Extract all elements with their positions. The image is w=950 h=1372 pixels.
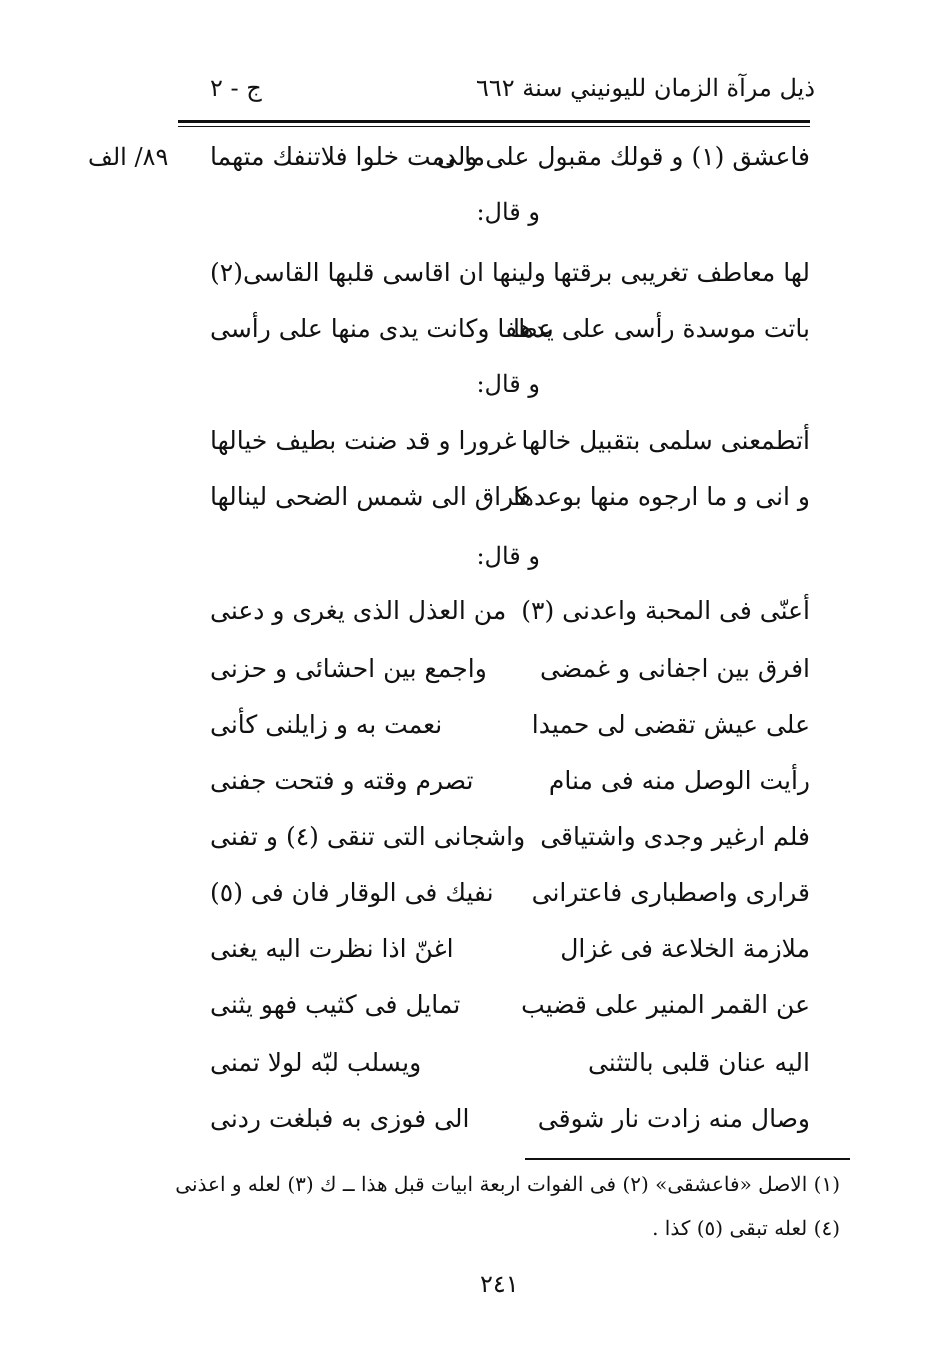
hemistich-first: باتت موسدة رأسى على يدها (512, 314, 810, 343)
hemistich-second: كراق الى شمس الضحى لينالها (210, 482, 527, 511)
verse-line (210, 1048, 810, 1098)
verse-line (210, 258, 810, 308)
hemistich-second: واشجانى التى تنقى (٤) و تفنى (210, 822, 526, 851)
hemistich-first: ملازمة الخلاعة فى غزال (560, 934, 810, 963)
hemistich-second: الى فوزى به فبلغت ردنى (210, 1104, 470, 1133)
volume-number: ج - ٢ (210, 74, 262, 102)
verse-intro: و قال: (476, 370, 540, 398)
page-number: ٢٤١ (480, 1270, 519, 1298)
verse-line (210, 990, 810, 1040)
hemistich-second: عطفا وكانت يدى منها على رأسى (210, 314, 554, 343)
hemistich-first: فلم ارغير وجدى واشتياقى (540, 822, 810, 851)
footnote-line: (١) الاصل «فاعشقى» (٢) فى الفوات اربعة ابيات قبل هذا ــ ك (٣) لعله و اعذنى (175, 1172, 840, 1196)
verse-line (210, 766, 810, 816)
hemistich-second: واجمع بين احشائى و حزنى (210, 654, 487, 683)
hemistich-first: أتطمعنى سلمى بتقبيل خالها (521, 426, 810, 455)
verse-line (210, 1104, 810, 1154)
hemistich-first: فاعشق (١) و قولك مقبول على ولى (436, 142, 810, 171)
hemistich-second: تمايل فى كثيب فهو يثنى (210, 990, 461, 1019)
header-rule-thin (178, 126, 810, 127)
hemistich-second: غرورا و قد ضنت بطيف خيالها (210, 426, 517, 455)
verse-line (210, 482, 810, 532)
verse-line (210, 710, 810, 760)
hemistich-second: ويسلب لبّه لولا تمنى (210, 1048, 422, 1077)
hemistich-first: عن القمر المنير على قضيب (521, 990, 810, 1019)
verse-intro: و قال: (476, 542, 540, 570)
hemistich-first: افرق بين اجفانى و غمضى (540, 654, 810, 683)
hemistich-first: اليه عنان قلبى بالتثنى (587, 1048, 810, 1077)
hemistich-second: اغنّ اذا نظرت اليه يغنى (210, 934, 454, 963)
hemistich-first: قرارى واصطبارى فاعترانى (531, 878, 810, 907)
verse-line (210, 596, 810, 646)
hemistich-first: رأيت الوصل منه فى منام (548, 766, 810, 795)
hemistich-second: من العذل الذى يغرى و دعنى (210, 596, 507, 625)
hemistich-first: أعنّى فى المحبة واعدنى (٣) (521, 596, 810, 625)
hemistich-first: لها معاطف تغريبى برقتها (553, 258, 810, 287)
hemistich-second: تصرم وقته و فتحت جفنى (210, 766, 474, 795)
running-header (200, 70, 815, 114)
folio-margin-note: ٨٩/ الف (88, 143, 169, 171)
hemistich-second: ما دمت خلوا فلاتنفك متهما (210, 142, 486, 171)
hemistich-second: ولينها ان اقاسى قلبها القاسى(٢) (210, 258, 546, 287)
verse-line (210, 878, 810, 928)
footnote-rule (525, 1158, 850, 1160)
hemistich-first: و انى و ما ارجوه منها بوعدها (513, 482, 810, 511)
hemistich-first: على عيش تقضى لى حميدا (531, 710, 810, 739)
hemistich-second: نعمت به و زايلنى كأنى (210, 710, 443, 739)
verse-line (210, 822, 810, 872)
verse-line (210, 426, 810, 476)
verse-line (210, 314, 810, 364)
header-rule-thick (178, 120, 810, 123)
footnote-line: (٤) لعله تبقى (٥) كذا . (652, 1216, 840, 1240)
verse-line (210, 934, 810, 984)
running-title: ذيل مرآة الزمان لليونيني سنة ٦٦٢ (476, 74, 815, 102)
verse-line (210, 142, 810, 192)
verse-intro: و قال: (476, 198, 540, 226)
hemistich-first: وصال منه زادت نار شوقى (537, 1104, 810, 1133)
verse-line (210, 654, 810, 704)
hemistich-second: نفيك فى الوقار فان فى (٥) (210, 878, 494, 907)
